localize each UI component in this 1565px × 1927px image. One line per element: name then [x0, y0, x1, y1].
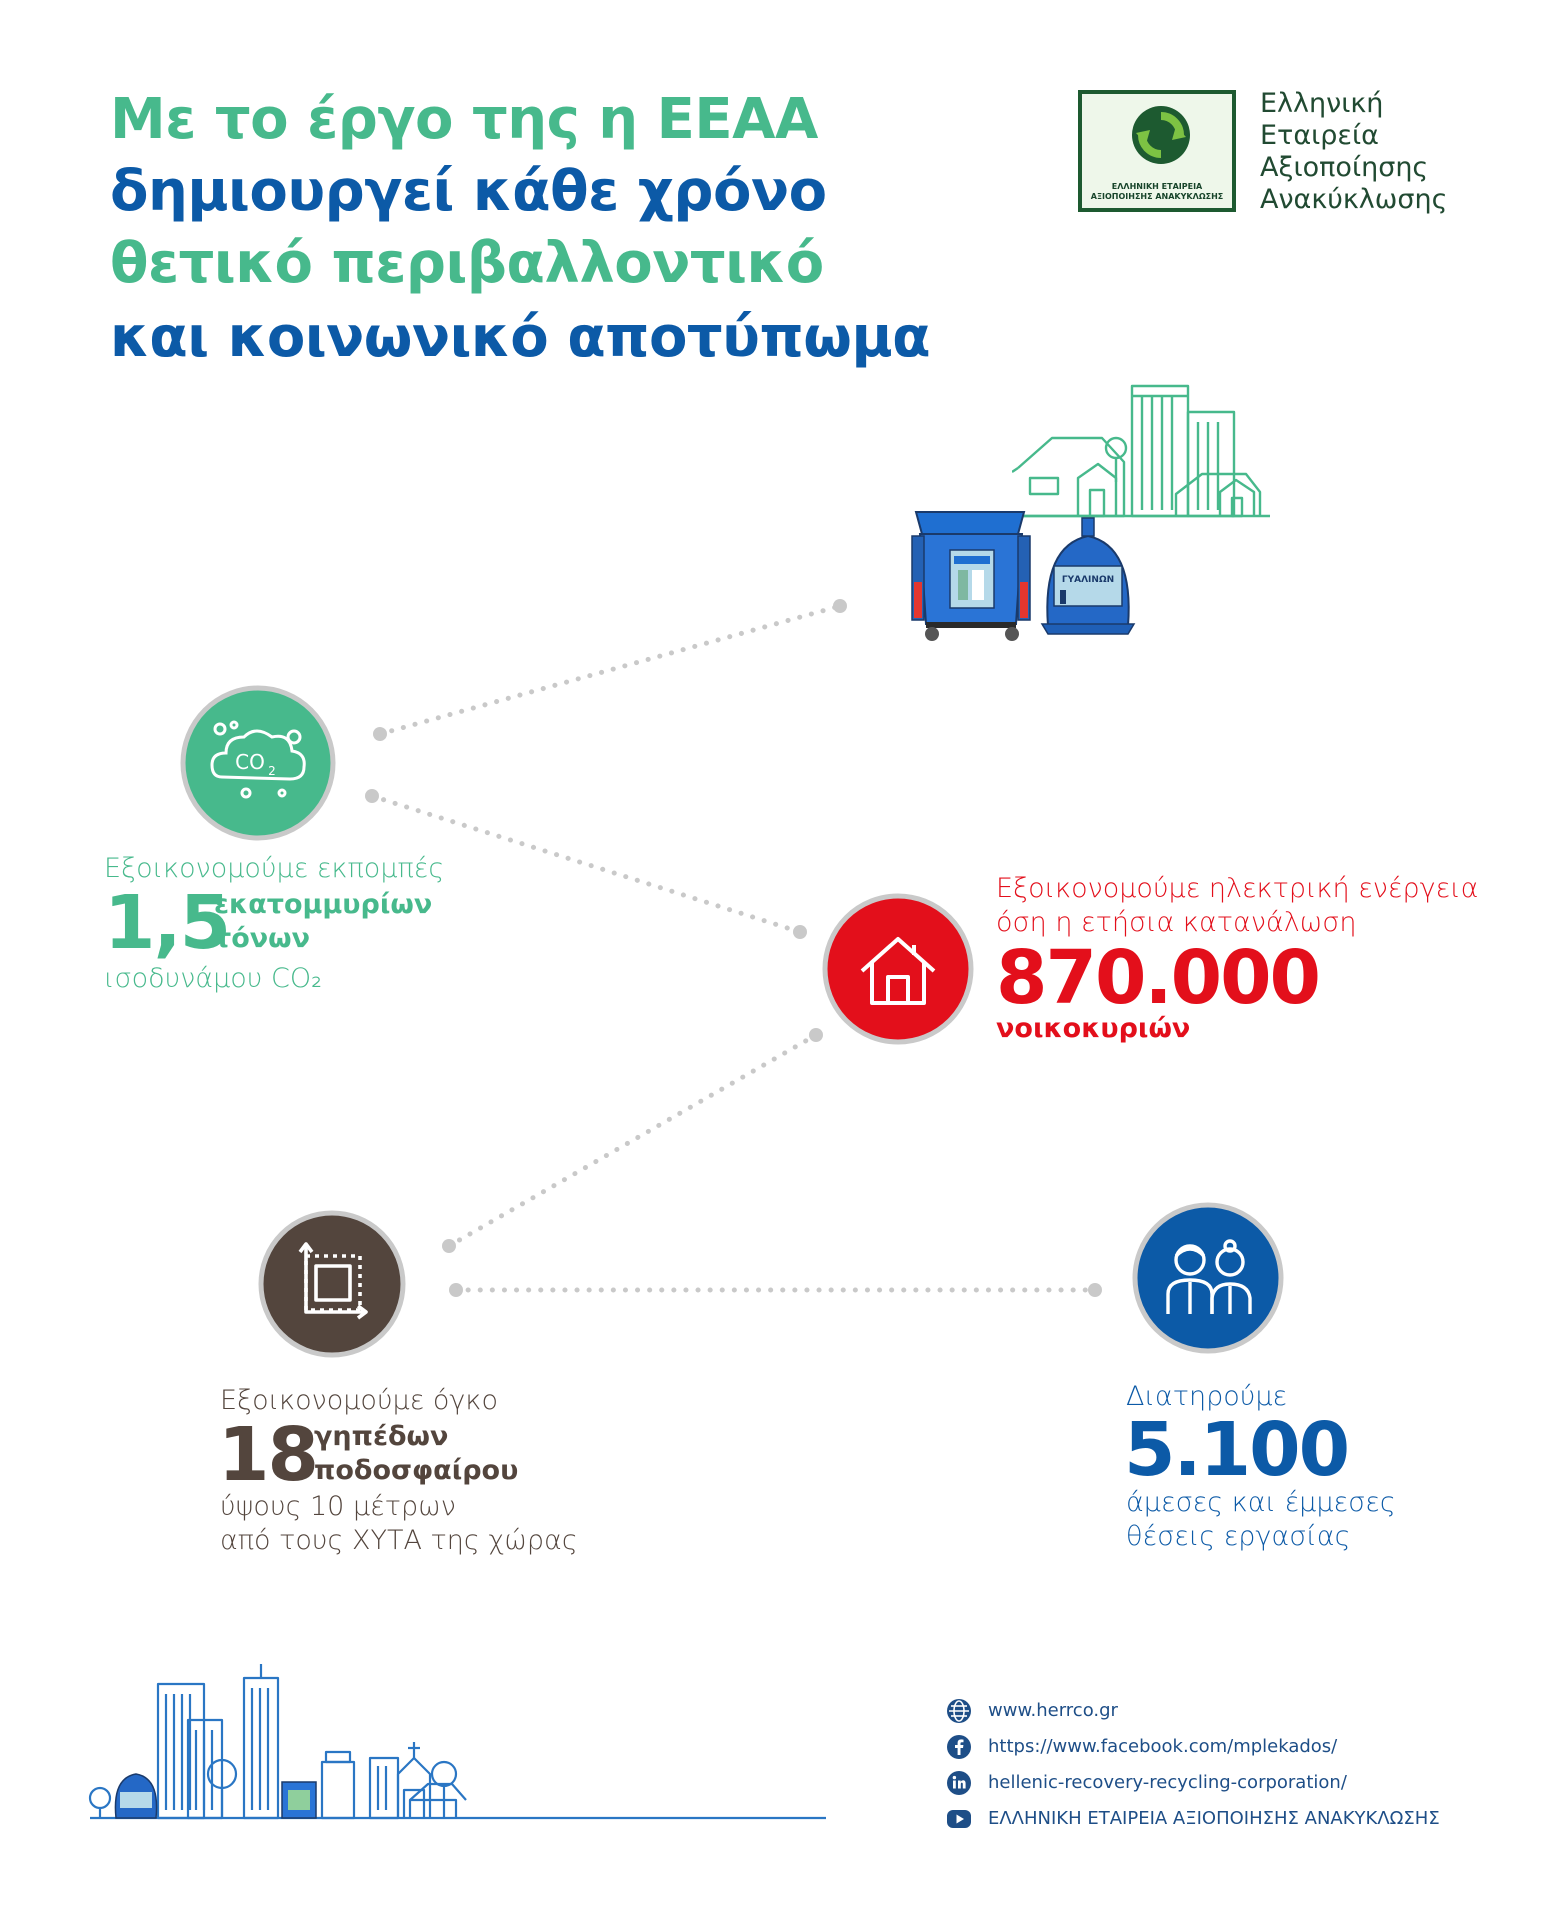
volume-circle	[258, 1210, 406, 1358]
co2-intro: Εξοικονομούμε εκπομπές	[104, 853, 445, 884]
jobs-circle	[1132, 1202, 1284, 1354]
jobs-intro: Διατηρούμε	[1126, 1381, 1288, 1412]
logo-seal-text-1: ΕΛΛΗΝΙΚΗ ΕΤΑΙΡΕΙΑ	[1111, 182, 1203, 191]
linkedin-icon	[946, 1770, 972, 1796]
facebook-link[interactable]: https://www.facebook.com/mplekados/	[988, 1736, 1338, 1757]
jobs-outro-line-1: άμεσες και έμμεσες	[1126, 1487, 1396, 1518]
logo-seal-text-2: ΑΞΙΟΠΟΙΗΣΗΣ ΑΝΑΚΥΚΛΩΣΗΣ	[1090, 192, 1224, 201]
co2-number: 1,5	[104, 880, 230, 966]
title-line-1: Με το έργο της η ΕΕΑΑ	[110, 87, 818, 152]
energy-unit: νοικοκυριών	[996, 1013, 1191, 1044]
recycling-bins-illustration	[906, 506, 1136, 646]
youtube-icon	[946, 1806, 972, 1832]
connector-energy-volume	[449, 1035, 816, 1246]
houses-illustration	[1012, 382, 1272, 522]
energy-number: 870.000	[996, 935, 1320, 1021]
title-line-3: θετικό περιβαλλοντικό	[110, 231, 824, 296]
city-skyline-illustration	[80, 1650, 840, 1826]
youtube-link[interactable]: ΕΛΛΗΝΙΚΗ ΕΤΑΙΡΕΙΑ ΑΞΙΟΠΟΙΗΣΗΣ ΑΝΑΚΥΚΛΩΣΗΣ	[988, 1808, 1440, 1829]
bin-label: ΓΥΑΛΙΝΩΝ	[1061, 575, 1115, 585]
volume-number: 18	[218, 1412, 317, 1498]
volume-intro: Εξοικονομούμε όγκο	[220, 1385, 498, 1416]
co2-unit-line-1: εκατομμυρίων	[214, 889, 433, 920]
logo-name-line-3: Αξιοποίησης	[1260, 152, 1429, 183]
logo-name-line-1: Ελληνική	[1260, 88, 1384, 119]
logo-name-line-4: Ανακύκλωσης	[1260, 184, 1448, 215]
co2-subscript: 2	[268, 764, 276, 778]
jobs-outro-line-2: θέσεις εργασίας	[1126, 1521, 1351, 1552]
energy-intro-line-1: Εξοικονομούμε ηλεκτρική ενέργεια	[996, 873, 1479, 904]
energy-circle	[822, 893, 974, 1045]
globe-icon	[946, 1698, 972, 1724]
connector-co2-bins	[380, 606, 840, 734]
website-link[interactable]: www.herrco.gr	[988, 1700, 1118, 1721]
linkedin-link[interactable]: hellenic-recovery-recycling-corporation/	[988, 1772, 1347, 1793]
volume-outro-line-1: ύψους 10 μέτρων	[220, 1491, 456, 1522]
jobs-number: 5.100	[1124, 1407, 1349, 1493]
logo-name-line-2: Εταιρεία	[1260, 120, 1379, 151]
volume-unit-line-2: ποδοσφαίρου	[314, 1455, 519, 1486]
volume-unit-line-1: γηπέδων	[314, 1421, 449, 1452]
co2-unit-line-2: τόνων	[214, 923, 311, 954]
energy-intro-line-2: όση η ετήσια κατανάλωση	[996, 907, 1357, 938]
facebook-icon	[946, 1734, 972, 1760]
co2-circle	[180, 685, 336, 841]
title-line-2: δημιουργεί κάθε χρόνο	[110, 159, 827, 224]
co2-outro: ισοδυνάμου CO₂	[104, 963, 322, 994]
co2-label: CO	[235, 750, 265, 774]
volume-outro-line-2: από τους ΧΥΤΑ της χώρας	[220, 1525, 578, 1556]
title-line-4: και κοινωνικό αποτύπωμα	[110, 305, 931, 370]
